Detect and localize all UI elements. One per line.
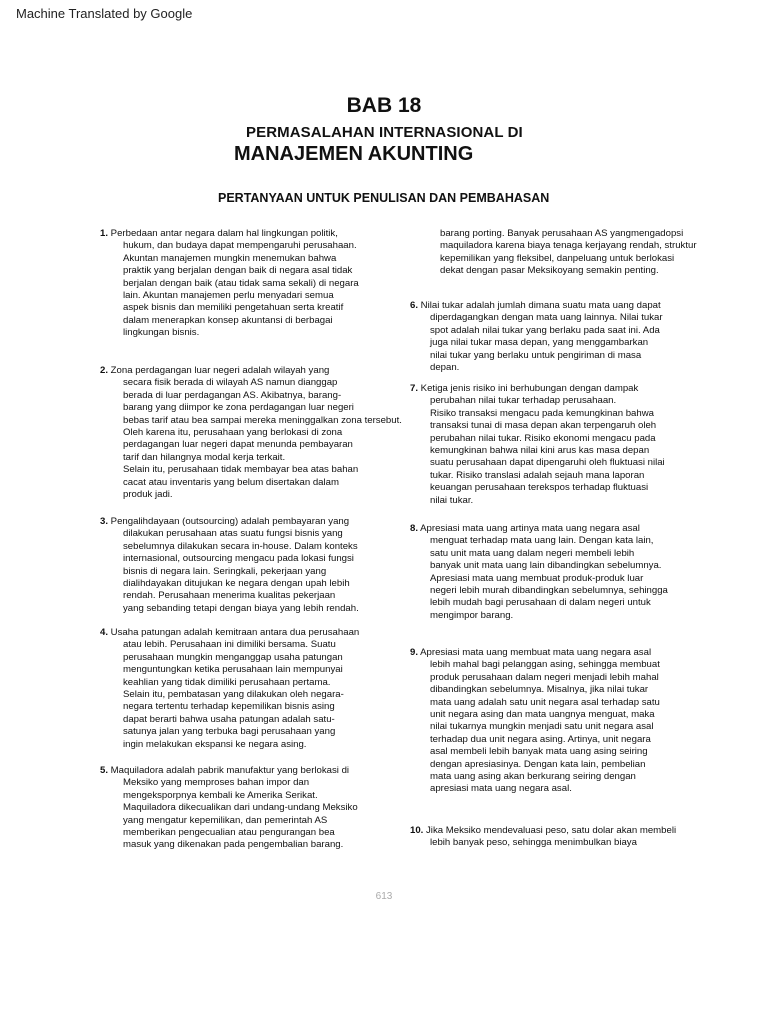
question-text-line: mata uang asing akan berkurang seiring dengan	[430, 771, 636, 783]
chapter-subtitle: PERMASALAHAN INTERNASIONAL DI	[246, 124, 523, 141]
question-text-line: berada di luar perdagangan AS. Akibatnya, barang-	[123, 389, 342, 401]
question-number: 3.	[100, 516, 109, 527]
question-item	[410, 383, 665, 507]
chapter-heading	[0, 94, 768, 118]
question-text-line: praktik yang berjalan dengan baik di negara asal tidak	[123, 265, 353, 277]
question-number: 2.	[100, 365, 109, 376]
continuation-line: yang semakin penting.	[562, 265, 659, 277]
question-text-line: Risiko transaksi mengacu pada kemungkinan bahwa	[430, 407, 654, 419]
question-text-line: secara fisik berada di wilayah AS namun dianggap	[123, 377, 338, 389]
question-text-line: sebelumnya dilakukan secara in-house. Dalam konteks	[123, 540, 358, 552]
continuation-line: yang rendah, struktur kepemilikan yang fleksibel, dan	[440, 240, 697, 264]
question-text-line: banyak unit mata uang lain dibandingkan sebelumnya.	[430, 560, 662, 572]
question-first-line	[100, 228, 359, 240]
question-text-line: dengan apresiasinya. Dengan kata lain, pembelian	[430, 758, 646, 770]
question-text-line: spot adalah nilai tukar yang berlaku pada saat ini. Ada	[430, 324, 660, 336]
question-text-line: keahlian yang tidak dimiliki perusahaan pertama.	[123, 676, 331, 688]
question-text-line: lebih banyak peso, sehingga menimbulkan biaya	[430, 837, 637, 849]
question-text-line: unit negara asing dan mata uangnya menguat, maka	[430, 709, 655, 721]
question-text-line: dialihdayakan ditujukan ke negara dengan upah lebih	[123, 578, 350, 590]
question-item	[100, 228, 359, 340]
question-text-line: mata uang adalah satu unit negara asal terhadap satu	[430, 696, 660, 708]
question-text-line: negara tertentu terhadap kepemilikan bisnis asing	[123, 701, 335, 713]
question-text-line: Selain itu, perusahaan tidak membayar bea atas bahan	[123, 464, 359, 476]
question-item	[410, 300, 663, 374]
question-text: Zona perdagangan luar negeri adalah wilayah yang	[108, 365, 330, 376]
question-item	[410, 523, 668, 622]
question-text-line: memberikan pengecualian atau pengurangan bea	[123, 827, 335, 839]
question-text-line: tarif dan hilangnya modal kerja terkait.	[123, 451, 286, 463]
question-text-line: suatu perusahaan dapat dipengaruhi oleh fluktuasi nilai	[430, 457, 665, 469]
question-text-line: produk perusahaan dalam negeri menjadi lebih mahal	[430, 671, 659, 683]
question-text: Perbedaan antar negara dalam hal lingkungan politik,	[108, 228, 338, 239]
question-number: 10.	[410, 825, 424, 836]
question-first-line	[100, 365, 402, 377]
question-text-line: internasional, outsourcing mengacu pada lokasi fungsi	[123, 553, 354, 565]
question-text-line: perusahaan mungkin menganggap usaha patungan	[123, 651, 343, 663]
question-text-line: transaksi tunai di masa depan akan terpengaruh oleh	[430, 420, 657, 432]
question-item	[410, 647, 660, 796]
question-text-line: dibandingkan sebelumnya. Misalnya, jika nilai tukar	[430, 684, 649, 696]
question-text-line: diperdagangkan dengan mata uang lainnya. Nilai tukar	[430, 312, 663, 324]
chapter-label: BAB 18	[346, 94, 422, 117]
question-number: 6.	[410, 300, 419, 311]
continuation-line: peluang untuk berlokasi dekat dengan pasar Meksiko	[440, 252, 675, 277]
question-text-line: apresiasi mata uang negara asal.	[430, 783, 572, 795]
question-text-line: Apresiasi mata uang membuat produk-produk luar	[430, 572, 644, 584]
question-number: 1.	[100, 228, 109, 239]
chapter-title: MANAJEMEN AKUNTING	[234, 143, 474, 165]
question-text-line: berjalan dengan baik (atau tidak sama sekali) di negara	[123, 277, 359, 289]
question-text-line: yang sebanding tetapi dengan biaya yang lebih rendah.	[123, 602, 359, 614]
question-text-line: dalam menerapkan konsep akuntansi di berbagai	[123, 314, 333, 326]
question-text-line: nilai tukarnya mungkin menjadi satu unit negara asal	[430, 721, 654, 733]
question-first-line	[410, 825, 676, 837]
question-text-line: masuk yang dikenakan pada pengembalian barang.	[123, 839, 344, 851]
question-text-line: mengimpor barang.	[430, 609, 514, 621]
question-text-line: lain. Akuntan manajemen perlu menyadari semua	[123, 290, 334, 302]
question-text: Nilai tukar adalah jumlah dimana suatu mata uang dapat	[418, 300, 661, 311]
question-first-line	[100, 765, 358, 777]
question-text-line: nilai tukar.	[430, 494, 474, 506]
question-text-line: tukar. Risiko translasi adalah sejauh mana laporan	[430, 469, 645, 481]
question-text-line: juga nilai tukar masa depan, yang menggambarkan	[430, 337, 649, 349]
question-text-line: menguntungkan ketika perusahaan lain mempunyai	[123, 664, 343, 676]
question-number: 7.	[410, 383, 419, 394]
question-text-line: dapat berarti bahwa usaha patungan adalah satu-	[123, 713, 335, 725]
question-text-line: bebas tarif atau bea sampai mereka meninggalkan zona tersebut.	[123, 414, 402, 426]
question-text-line: satu unit mata uang dalam negeri membeli lebih	[430, 547, 635, 559]
question-text: Apresiasi mata uang membuat mata uang negara asal	[418, 647, 652, 658]
question-text-line: kemungkinan bahwa nilai kini arus kas masa depan	[430, 445, 650, 457]
question-text: Jika Meksiko mendevaluasi peso, satu dolar akan membeli	[423, 825, 677, 836]
question-text-line: perubahan nilai tukar. Risiko ekonomi mengacu pada	[430, 432, 656, 444]
question-text-line: lingkungan bisnis.	[123, 327, 200, 339]
question-text-line: cacat atau inventaris yang belum disertakan dalam	[123, 476, 339, 488]
question-first-line	[410, 383, 665, 395]
question-text-line: atau lebih. Perusahaan ini dimiliki bersama. Suatu	[123, 639, 336, 651]
question-text-line: depan.	[430, 362, 460, 374]
question-text-line: keuangan perusahaan terekspos terhadap fluktuasi	[430, 482, 649, 494]
question-item	[100, 365, 402, 501]
question-text-line: asal membeli lebih banyak mata uang asing seiring	[430, 746, 648, 758]
question-text: Usaha patungan adalah kemitraan antara dua perusahaan	[108, 627, 360, 638]
section-heading: PERTANYAAN UNTUK PENULISAN DAN PEMBAHASAN	[218, 191, 550, 205]
question-text-line: perdagangan luar negeri dapat menunda pembayaran	[123, 439, 353, 451]
question-first-line	[410, 647, 660, 659]
question-first-line	[410, 300, 663, 312]
question-text-line: negeri lebih murah dibandingkan sebelumnya, sehingga	[430, 585, 668, 597]
continuation-line: mengadopsi maquiladora karena biaya tenaga kerja	[440, 228, 684, 252]
question-text-line: produk jadi.	[123, 489, 173, 501]
machine-translation-banner: Machine Translated by Google	[16, 6, 193, 21]
question-number: 8.	[410, 523, 419, 534]
question-text-line: lebih mahal bagi pelanggan asing, sehingga membuat	[430, 659, 660, 671]
item-5-continuation	[440, 228, 700, 278]
question-text: Pengalihdayaan (outsourcing) adalah pembayaran yang	[108, 516, 350, 527]
question-first-line	[100, 516, 359, 528]
question-text-line: ingin melakukan ekspansi ke negara asing.	[123, 738, 307, 750]
question-first-line	[410, 523, 668, 535]
question-text-line: bisnis di negara lain. Seringkali, pekerjaan yang	[123, 565, 327, 577]
question-text-line: yang mengatur kepemilikan, dan pemerintah AS	[123, 814, 328, 826]
question-text-line: lebih mudah bagi perusahaan di dalam negeri untuk	[430, 597, 651, 609]
question-text-line: Selain itu, pembatasan yang dilakukan oleh negara-	[123, 689, 344, 701]
question-item	[100, 627, 359, 751]
question-item	[100, 516, 359, 615]
question-text-line: dilakukan perusahaan atas suatu fungsi bisnis yang	[123, 528, 343, 540]
question-first-line	[100, 627, 359, 639]
question-text-line: menguat terhadap mata uang lain. Dengan kata lain,	[430, 535, 654, 547]
question-text-line: Maquiladora dikecualikan dari undang-undang Meksiko	[123, 802, 358, 814]
continuation-line: barang porting. Banyak perusahaan AS yang	[440, 228, 631, 239]
question-text-line: perubahan nilai tukar terhadap perusahaan.	[430, 395, 617, 407]
question-text-line: nilai tukar yang berlaku untuk pengiriman di masa	[430, 349, 642, 361]
question-text-line: Oleh karena itu, perusahaan yang berlokasi di zona	[123, 427, 343, 439]
page-number: 613	[375, 891, 393, 902]
question-text-line: hukum, dan budaya dapat mempengaruhi perusahaan.	[123, 240, 357, 252]
question-item	[410, 825, 676, 850]
question-text-line: Akuntan manajemen mungkin menemukan bahwa	[123, 252, 337, 264]
question-item	[100, 765, 358, 852]
question-text: Ketiga jenis risiko ini berhubungan dengan dampak	[418, 383, 639, 394]
question-text-line: rendah. Perusahaan menerima kualitas pekerjaan	[123, 590, 336, 602]
question-text-line: mengeksporpnya kembali ke Amerika Serikat.	[123, 789, 318, 801]
question-number: 9.	[410, 647, 419, 658]
question-text-line: satunya jalan yang terbuka bagi perusahaan yang	[123, 726, 336, 738]
question-number: 5.	[100, 765, 109, 776]
question-text-line: Meksiko yang memproses bahan impor dan	[123, 777, 310, 789]
question-text: Maquiladora adalah pabrik manufaktur yang berlokasi di	[108, 765, 350, 776]
question-number: 4.	[100, 627, 109, 638]
question-text-line: aspek bisnis dan memiliki pengetahuan serta kreatif	[123, 302, 344, 314]
question-text-line: terhadap dua unit negara asing. Artinya, unit negara	[430, 733, 651, 745]
question-text-line: barang yang diimpor ke zona perdagangan luar negeri	[123, 402, 354, 414]
question-text: Apresiasi mata uang artinya mata uang negara asal	[418, 523, 640, 534]
